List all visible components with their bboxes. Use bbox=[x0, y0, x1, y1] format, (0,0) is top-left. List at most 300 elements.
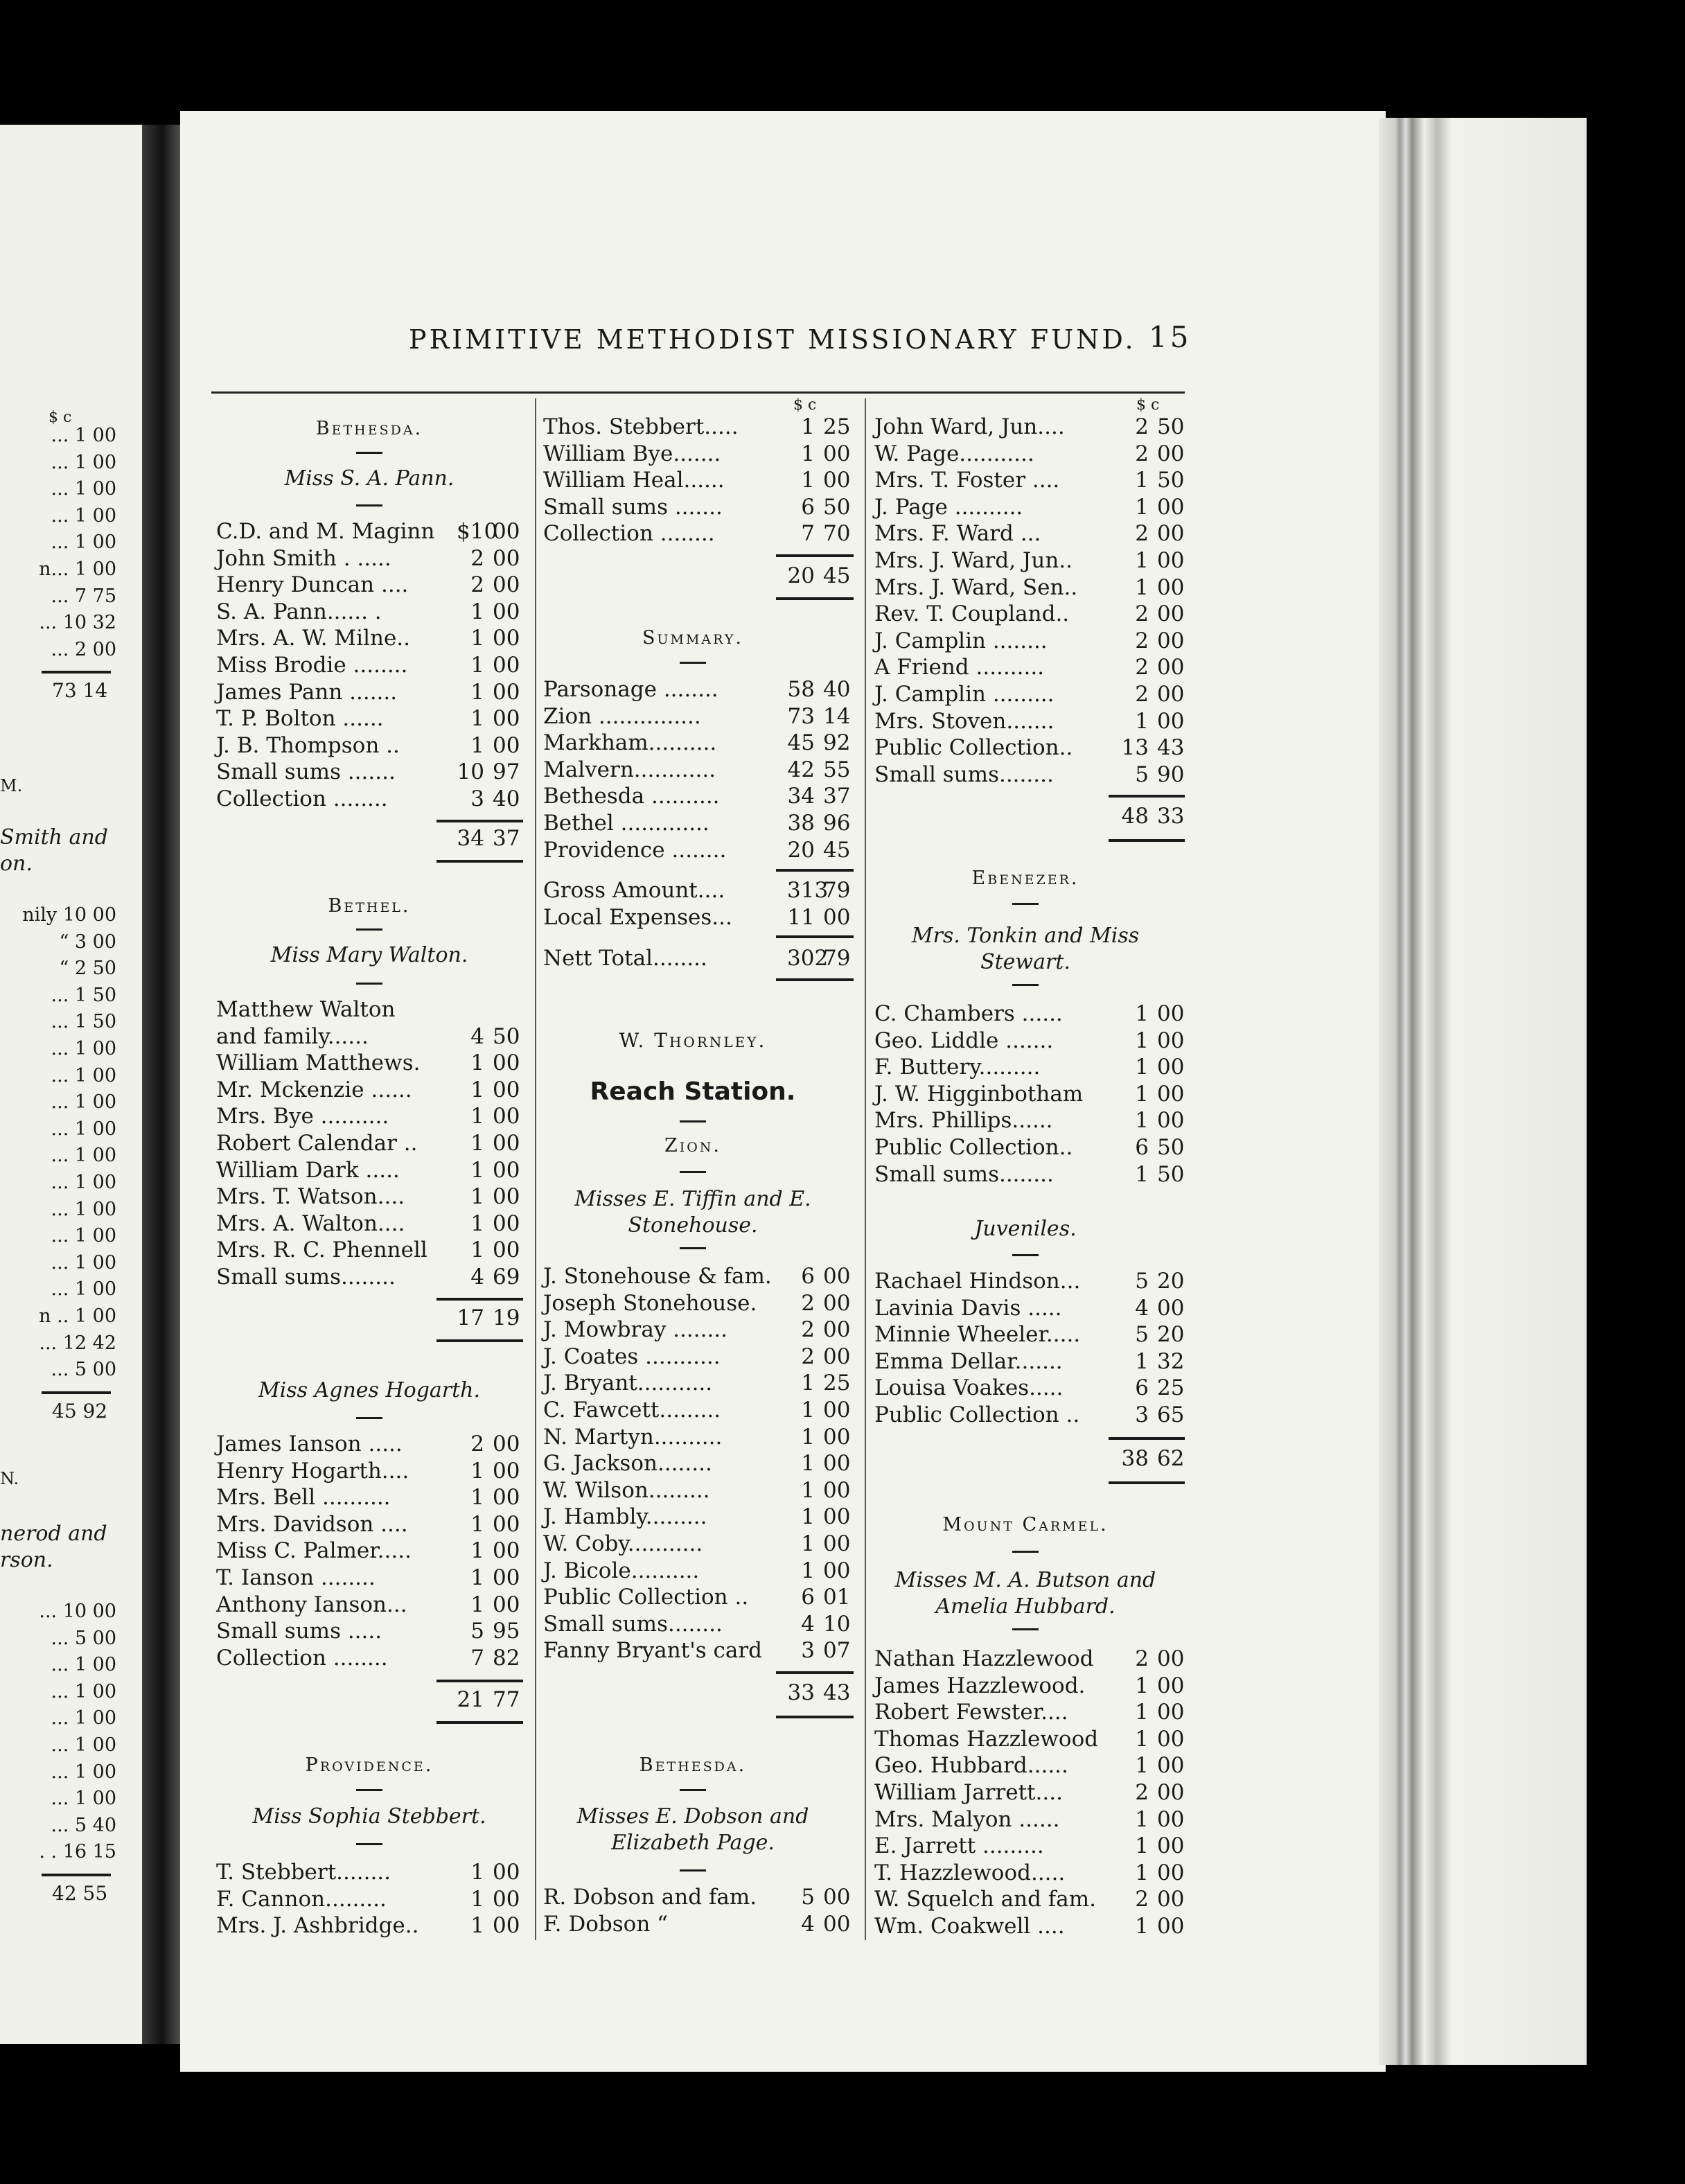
entry-name: Henry Hogarth.... bbox=[216, 1458, 409, 1483]
total-rule bbox=[776, 1671, 854, 1674]
entry-row bbox=[216, 1511, 523, 1538]
entry-name: Mrs. A. Walton.... bbox=[216, 1210, 405, 1236]
entry-cents: 14 bbox=[823, 703, 851, 729]
entry-row bbox=[543, 467, 854, 493]
fragment-row: ... 5 40 bbox=[51, 1814, 116, 1836]
entry-name: F. Cannon......... bbox=[216, 1886, 387, 1912]
entry-name: S. A. Pann...... . bbox=[216, 599, 382, 624]
entry-name: Mrs. Stoven....... bbox=[874, 708, 1055, 734]
entry-dollars: 5 bbox=[1135, 1269, 1149, 1294]
entry-dollars: 20 bbox=[787, 837, 815, 863]
entry-row bbox=[543, 1450, 854, 1477]
entry-name: Mrs. T. Foster .... bbox=[874, 468, 1060, 493]
fragment-row: ... 1 00 bbox=[51, 1788, 116, 1810]
fragment-total: 42 55 bbox=[52, 1882, 108, 1905]
entry-dollars: 2 bbox=[1135, 601, 1149, 627]
total-row bbox=[216, 1305, 523, 1331]
entry-dollars: 302 bbox=[787, 946, 829, 971]
entry-row bbox=[216, 1077, 523, 1103]
entry-dollars: 7 bbox=[801, 521, 815, 547]
entry-name: Zion ............... bbox=[543, 703, 701, 729]
entry-row bbox=[216, 679, 523, 705]
entry-row bbox=[543, 441, 854, 467]
entry-cents: 50 bbox=[823, 494, 851, 520]
entry-row bbox=[543, 1558, 854, 1584]
entry-cents: 00 bbox=[493, 1432, 520, 1456]
fragment-row: “ 2 50 bbox=[59, 958, 116, 980]
section-heading: Providence. bbox=[305, 1754, 434, 1776]
entry-dollars: 3 bbox=[801, 1638, 815, 1664]
entry-row bbox=[874, 1673, 1188, 1699]
entry-row bbox=[874, 1161, 1188, 1188]
entry-cents: 00 bbox=[823, 1531, 851, 1556]
fragment-row: ... 1 00 bbox=[51, 1278, 116, 1301]
fragment-row: ... 1 00 bbox=[51, 1038, 116, 1059]
entry-name: Mrs. J. Ward, Jun.. bbox=[874, 548, 1073, 573]
entry-cents: 00 bbox=[493, 1913, 520, 1939]
entry-row bbox=[543, 414, 854, 440]
entry-cents: 25 bbox=[823, 414, 851, 439]
currency-marker: $ c bbox=[1136, 396, 1160, 414]
entry-row bbox=[874, 1028, 1188, 1054]
entry-dollars: 5 bbox=[1135, 1322, 1149, 1348]
entry-cents: 00 bbox=[823, 1451, 851, 1477]
entry-row bbox=[874, 574, 1188, 601]
entry-name: J. B. Thompson .. bbox=[216, 732, 400, 758]
entry-row bbox=[216, 1183, 523, 1210]
dash bbox=[356, 504, 382, 507]
entry-dollars: 1 bbox=[1135, 1081, 1149, 1107]
entry-dollars: 73 bbox=[787, 703, 815, 729]
entry-name: J. Camplin ......... bbox=[874, 682, 1055, 707]
entry-cents: 69 bbox=[493, 1265, 520, 1289]
entry-row bbox=[216, 1565, 523, 1591]
entry-row bbox=[216, 1103, 523, 1129]
entry-cents: 00 bbox=[1157, 1081, 1185, 1107]
entry-row bbox=[543, 1316, 854, 1343]
entry-row bbox=[543, 1290, 854, 1316]
signature: W. Thornley. bbox=[619, 1029, 767, 1052]
entry-row bbox=[216, 996, 523, 1023]
entry-row bbox=[874, 1375, 1188, 1401]
entry-row bbox=[216, 1210, 523, 1237]
entry-row bbox=[216, 625, 523, 651]
fragment-row: ... 1 00 bbox=[51, 425, 116, 446]
dash bbox=[680, 1247, 706, 1249]
entry-dollars: 1 bbox=[470, 1592, 484, 1617]
page-number: 15 bbox=[1149, 320, 1192, 354]
fragment-row: ... 1 00 bbox=[51, 1225, 116, 1247]
entry-dollars: 4 bbox=[801, 1611, 815, 1637]
dash bbox=[1012, 903, 1039, 905]
entry-dollars: 1 bbox=[470, 626, 484, 651]
entry-row bbox=[543, 757, 854, 783]
entry-cents: 00 bbox=[823, 904, 851, 930]
entry-name: J. Mowbray ........ bbox=[543, 1317, 728, 1343]
entry-row bbox=[874, 1886, 1188, 1912]
entry-dollars: 1 bbox=[1135, 574, 1149, 600]
entry-dollars: 1 bbox=[470, 1184, 484, 1210]
entry-cents: 40 bbox=[823, 677, 851, 702]
entry-dollars: 1 bbox=[801, 1477, 815, 1503]
entry-row bbox=[874, 1752, 1188, 1779]
fragment-heading: N. bbox=[0, 1469, 19, 1488]
section-heading: Bethel. bbox=[328, 895, 411, 917]
entry-row bbox=[874, 1699, 1188, 1725]
header-rule bbox=[211, 391, 1185, 394]
entry-name: R. Dobson and fam. bbox=[543, 1885, 757, 1910]
entry-name: T. Hazzlewood..... bbox=[874, 1860, 1066, 1885]
entry-name: Collection ........ bbox=[216, 786, 388, 811]
fragment-heading: M. bbox=[0, 776, 23, 795]
total-rule bbox=[436, 1721, 523, 1724]
entry-row bbox=[874, 441, 1188, 467]
entry-dollars: 2 bbox=[801, 1290, 815, 1316]
entry-dollars: 10 bbox=[457, 759, 484, 785]
entry-dollars: 2 bbox=[801, 1344, 815, 1369]
entry-name: James Ianson ..... bbox=[216, 1432, 403, 1456]
entry-cents: 00 bbox=[1157, 521, 1185, 547]
entry-row bbox=[874, 1913, 1188, 1939]
entry-dollars: 1 bbox=[470, 1458, 484, 1483]
fragment-row: ... 1 00 bbox=[51, 1761, 116, 1783]
entry-cents: 25 bbox=[823, 1371, 851, 1396]
entry-name: C.D. and M. Maginn bbox=[216, 519, 435, 544]
fragment-row: . . 16 15 bbox=[39, 1841, 116, 1863]
entry-name: Mrs. J. Ashbridge.. bbox=[216, 1913, 419, 1939]
entry-name: William Heal...... bbox=[543, 468, 725, 493]
dash bbox=[1012, 1628, 1039, 1630]
entry-name: W. Page........... bbox=[874, 441, 1034, 466]
entry-cents: 00 bbox=[493, 1104, 520, 1129]
entry-dollars: 42 bbox=[787, 757, 815, 782]
entry-dollars: 5 bbox=[1135, 761, 1149, 787]
entry-cents: 00 bbox=[1157, 1673, 1185, 1698]
entry-name: Small sums........ bbox=[874, 761, 1054, 787]
fragment-row: ... 1 00 bbox=[51, 1091, 116, 1113]
entry-cents: 00 bbox=[1157, 1726, 1185, 1752]
entry-dollars: 6 bbox=[1135, 1375, 1149, 1401]
total-rule bbox=[42, 1391, 111, 1394]
collector-name: Misses M. A. Butson and bbox=[894, 1568, 1156, 1592]
entry-row bbox=[874, 1321, 1188, 1348]
entry-cents: 00 bbox=[493, 1458, 520, 1483]
entry-name: N. Martyn.......... bbox=[543, 1424, 723, 1450]
total-rule bbox=[436, 1339, 523, 1342]
dash bbox=[356, 1789, 382, 1791]
entry-name: Geo. Hubbard...... bbox=[874, 1753, 1068, 1779]
entry-name: Nett Total........ bbox=[543, 946, 707, 971]
entry-row bbox=[543, 1424, 854, 1450]
entry-row bbox=[874, 1054, 1188, 1080]
entry-name: William Dark ..... bbox=[216, 1157, 400, 1183]
entry-dollars: 34 bbox=[787, 784, 815, 809]
entry-row bbox=[874, 1779, 1188, 1806]
total-row bbox=[543, 563, 854, 589]
total-cents: 19 bbox=[493, 1305, 520, 1330]
entry-dollars: 313 bbox=[787, 878, 829, 904]
entry-row bbox=[216, 732, 523, 759]
entry-name: J. Camplin ........ bbox=[874, 628, 1048, 653]
entry-cents: 79 bbox=[823, 946, 851, 971]
entry-name: Nathan Hazzlewood bbox=[874, 1646, 1094, 1671]
entry-dollars: 1 bbox=[470, 1886, 484, 1912]
entry-row bbox=[874, 1295, 1188, 1321]
entry-dollars: 2 bbox=[1135, 655, 1149, 680]
total-dollars: 20 bbox=[787, 563, 815, 588]
fragment-row: ... 1 00 bbox=[51, 1680, 116, 1702]
entry-cents: 01 bbox=[823, 1585, 851, 1610]
entry-cents: 00 bbox=[1157, 1108, 1185, 1134]
dash bbox=[680, 662, 706, 664]
entry-cents: 00 bbox=[823, 441, 851, 466]
entry-row bbox=[543, 1911, 854, 1937]
entry-name: Mrs. F. Ward ... bbox=[874, 521, 1041, 547]
entry-dollars: 2 bbox=[1135, 1646, 1149, 1671]
entry-cents: 50 bbox=[1157, 414, 1185, 439]
entry-cents: 20 bbox=[1157, 1269, 1185, 1294]
entry-row bbox=[543, 676, 854, 703]
entry-cents: 00 bbox=[1157, 1055, 1185, 1080]
entry-dollars: 1 bbox=[1135, 1700, 1149, 1725]
entry-name: Thomas Hazzlewood bbox=[874, 1726, 1099, 1752]
entry-row bbox=[543, 1263, 854, 1289]
entry-dollars: 1 bbox=[470, 1860, 484, 1885]
entry-row bbox=[216, 759, 523, 785]
entry-row bbox=[543, 1370, 854, 1396]
entry-name: Mrs. Bye .......... bbox=[216, 1104, 389, 1129]
entry-row bbox=[874, 1348, 1188, 1375]
entry-name: Public Collection .. bbox=[874, 1402, 1080, 1427]
entry-cents: 25 bbox=[1157, 1375, 1185, 1401]
column-divider bbox=[535, 398, 536, 1940]
dash bbox=[356, 928, 382, 931]
entry-row bbox=[874, 1001, 1188, 1027]
entry-dollars: 1 bbox=[801, 441, 815, 466]
entry-dollars: 2 bbox=[470, 545, 484, 571]
fragment-row: ... 1 00 bbox=[51, 1118, 116, 1140]
entry-cents: 00 bbox=[493, 1131, 520, 1156]
entry-row bbox=[216, 1050, 523, 1076]
entry-cents: 07 bbox=[823, 1638, 851, 1664]
entry-cents: 00 bbox=[823, 1504, 851, 1530]
entry-name: Wm. Coakwell .... bbox=[874, 1914, 1065, 1939]
entry-name: Providence ........ bbox=[543, 837, 727, 863]
dash bbox=[1012, 984, 1039, 986]
entry-row bbox=[874, 1081, 1188, 1107]
fragment-row: ... 2 00 bbox=[51, 638, 116, 660]
entry-dollars: 1 bbox=[470, 599, 484, 624]
entry-name: Geo. Liddle ....... bbox=[874, 1028, 1054, 1053]
entry-name: C. Chambers ...... bbox=[874, 1001, 1063, 1026]
entry-name: Mrs. Phillips...... bbox=[874, 1108, 1053, 1134]
fragment-italic: nerod and bbox=[0, 1522, 107, 1546]
fragment-row: ... 1 00 bbox=[51, 1251, 116, 1274]
entry-dollars: 2 bbox=[470, 1432, 484, 1456]
entry-dollars: 2 bbox=[1135, 628, 1149, 653]
fragment-italic: Smith and bbox=[0, 825, 108, 849]
entry-row bbox=[874, 547, 1188, 574]
entry-row bbox=[874, 1402, 1188, 1428]
entry-name: W. Coby........... bbox=[543, 1531, 703, 1556]
entry-name: T. Ianson ........ bbox=[216, 1565, 376, 1590]
entry-name: Robert Fewster.... bbox=[874, 1700, 1068, 1725]
entry-row bbox=[874, 601, 1188, 627]
entry-dollars: 1 bbox=[1135, 708, 1149, 734]
entry-cents: 00 bbox=[493, 599, 520, 624]
entry-dollars: 58 bbox=[787, 677, 815, 702]
entry-name: J. W. Higginbotham bbox=[874, 1081, 1084, 1107]
fragment-row: ... 1 00 bbox=[51, 504, 116, 527]
entry-name: Fanny Bryant's card bbox=[543, 1638, 762, 1664]
dash bbox=[356, 983, 382, 985]
entry-cents: 00 bbox=[493, 1565, 520, 1590]
entry-cents: 00 bbox=[493, 519, 520, 544]
fragment-row: ... 1 00 bbox=[51, 1654, 116, 1676]
entry-row bbox=[216, 1264, 523, 1290]
entry-name: W. Wilson......... bbox=[543, 1477, 710, 1503]
entry-cents: 00 bbox=[493, 1860, 520, 1885]
entry-cents: 97 bbox=[493, 759, 520, 785]
entry-cents: 00 bbox=[493, 732, 520, 758]
dash bbox=[680, 1120, 706, 1122]
entry-dollars: 1 bbox=[801, 1371, 815, 1396]
entry-dollars: 1 bbox=[1135, 1055, 1149, 1080]
total-dollars: 21 bbox=[457, 1687, 484, 1713]
total-rule bbox=[776, 869, 854, 872]
entry-name: Anthony Ianson... bbox=[216, 1592, 407, 1617]
entry-cents: 50 bbox=[493, 1023, 520, 1049]
entry-dollars: 1 bbox=[1135, 1860, 1149, 1885]
entry-name: Mrs. J. Ward, Sen.. bbox=[874, 574, 1078, 600]
entry-cents: 00 bbox=[1157, 682, 1185, 707]
entry-dollars: 3 bbox=[470, 786, 484, 811]
entry-cents: 20 bbox=[1157, 1322, 1185, 1348]
entry-dollars: 1 bbox=[1135, 1108, 1149, 1134]
fragment-row: ... 1 00 bbox=[51, 451, 116, 473]
entry-name: Mrs. Malyon ...... bbox=[874, 1806, 1060, 1832]
total-row bbox=[874, 803, 1188, 829]
entry-cents: 00 bbox=[493, 1157, 520, 1183]
entry-dollars: 6 bbox=[801, 494, 815, 520]
entry-name: and family...... bbox=[216, 1023, 369, 1049]
entry-dollars: 6 bbox=[801, 1585, 815, 1610]
entry-cents: 00 bbox=[1157, 1806, 1185, 1832]
entry-cents: 95 bbox=[493, 1619, 520, 1644]
entry-cents: 00 bbox=[1157, 1860, 1185, 1885]
entry-row bbox=[216, 1886, 523, 1912]
entry-name: Louisa Voakes..... bbox=[874, 1375, 1064, 1401]
total-rule bbox=[776, 978, 854, 981]
entry-dollars: 1 bbox=[470, 1077, 484, 1102]
entry-cents: 40 bbox=[493, 786, 520, 811]
total-rule bbox=[436, 1298, 523, 1301]
total-rule bbox=[776, 935, 854, 938]
entry-row bbox=[874, 734, 1188, 761]
entry-name: Malvern............ bbox=[543, 757, 716, 782]
entry-dollars: 7 bbox=[470, 1645, 484, 1671]
fragment-row: ... 5 00 bbox=[51, 1359, 116, 1381]
entry-name: J. Page .......... bbox=[874, 494, 1023, 520]
fragment-row: ... 1 00 bbox=[51, 478, 116, 500]
entry-dollars: 2 bbox=[1135, 682, 1149, 707]
entry-dollars: 1 bbox=[1135, 1833, 1149, 1859]
entry-name: W. Squelch and fam. bbox=[874, 1887, 1096, 1912]
entry-row bbox=[543, 1584, 854, 1610]
entry-cents: 00 bbox=[823, 1477, 851, 1503]
entry-dollars: 2 bbox=[1135, 1887, 1149, 1912]
entry-row bbox=[216, 1458, 523, 1484]
entry-cents: 00 bbox=[823, 1558, 851, 1583]
total-cents: 62 bbox=[1157, 1445, 1185, 1471]
entry-row bbox=[874, 494, 1188, 520]
entry-name: Small sums ....... bbox=[543, 494, 723, 520]
entry-name: Rachael Hindson... bbox=[874, 1269, 1081, 1294]
entry-dollars: 1 bbox=[470, 1485, 484, 1511]
entry-cents: 00 bbox=[1157, 1887, 1185, 1912]
entry-dollars: 1 bbox=[1135, 1348, 1149, 1374]
entry-cents: 00 bbox=[1157, 628, 1185, 653]
total-rule bbox=[42, 1874, 111, 1876]
total-rule bbox=[776, 554, 854, 557]
total-cents: 37 bbox=[493, 825, 520, 851]
total-rule bbox=[1109, 1481, 1185, 1484]
entry-row bbox=[216, 599, 523, 625]
total-dollars: 38 bbox=[1121, 1445, 1149, 1471]
section-heading: Zion. bbox=[664, 1135, 722, 1156]
entry-row bbox=[216, 1859, 523, 1885]
collector-name: Juveniles. bbox=[974, 1217, 1077, 1241]
entry-cents: 90 bbox=[1157, 761, 1185, 787]
entry-row bbox=[874, 1107, 1188, 1134]
entry-name: Bethel ............. bbox=[543, 811, 709, 836]
entry-cents: 00 bbox=[1157, 1028, 1185, 1053]
entry-dollars: 4 bbox=[801, 1911, 815, 1937]
entry-name: Collection ........ bbox=[216, 1645, 388, 1671]
entry-row bbox=[874, 520, 1188, 547]
entry-name: Mrs. T. Watson.... bbox=[216, 1184, 405, 1210]
entry-row bbox=[874, 1134, 1188, 1161]
entry-row bbox=[216, 705, 523, 732]
entry-row bbox=[874, 654, 1188, 680]
collector-name: Misses E. Dobson and bbox=[576, 1804, 809, 1829]
entry-dollars: 2 bbox=[801, 1317, 815, 1343]
dash bbox=[356, 452, 382, 454]
entry-name: Markham.......... bbox=[543, 730, 717, 756]
entry-row bbox=[216, 652, 523, 678]
entry-dollars: 1 bbox=[470, 706, 484, 732]
entry-name: William Bye....... bbox=[543, 441, 721, 466]
entry-name: Miss Brodie ........ bbox=[216, 653, 408, 678]
total-dollars: 48 bbox=[1121, 804, 1149, 829]
entry-row bbox=[874, 628, 1188, 654]
entry-dollars: 1 bbox=[801, 468, 815, 493]
entry-cents: 45 bbox=[823, 837, 851, 863]
entry-name: James Pann ....... bbox=[216, 679, 398, 705]
entry-dollars: 1 bbox=[470, 653, 484, 678]
entry-cents: 10 bbox=[823, 1611, 851, 1637]
entry-row bbox=[874, 681, 1188, 707]
entry-row bbox=[543, 1637, 854, 1664]
entry-cents: 50 bbox=[1157, 1161, 1185, 1187]
entry-name: Robert Calendar .. bbox=[216, 1131, 418, 1156]
entry-row bbox=[216, 1237, 523, 1263]
fragment-total: 73 14 bbox=[52, 679, 108, 703]
entry-dollars: 4 bbox=[470, 1023, 484, 1049]
entry-dollars: 1 bbox=[470, 1538, 484, 1564]
entry-name: Public Collection.. bbox=[874, 735, 1073, 761]
fragment-row: ... 1 00 bbox=[51, 1707, 116, 1729]
